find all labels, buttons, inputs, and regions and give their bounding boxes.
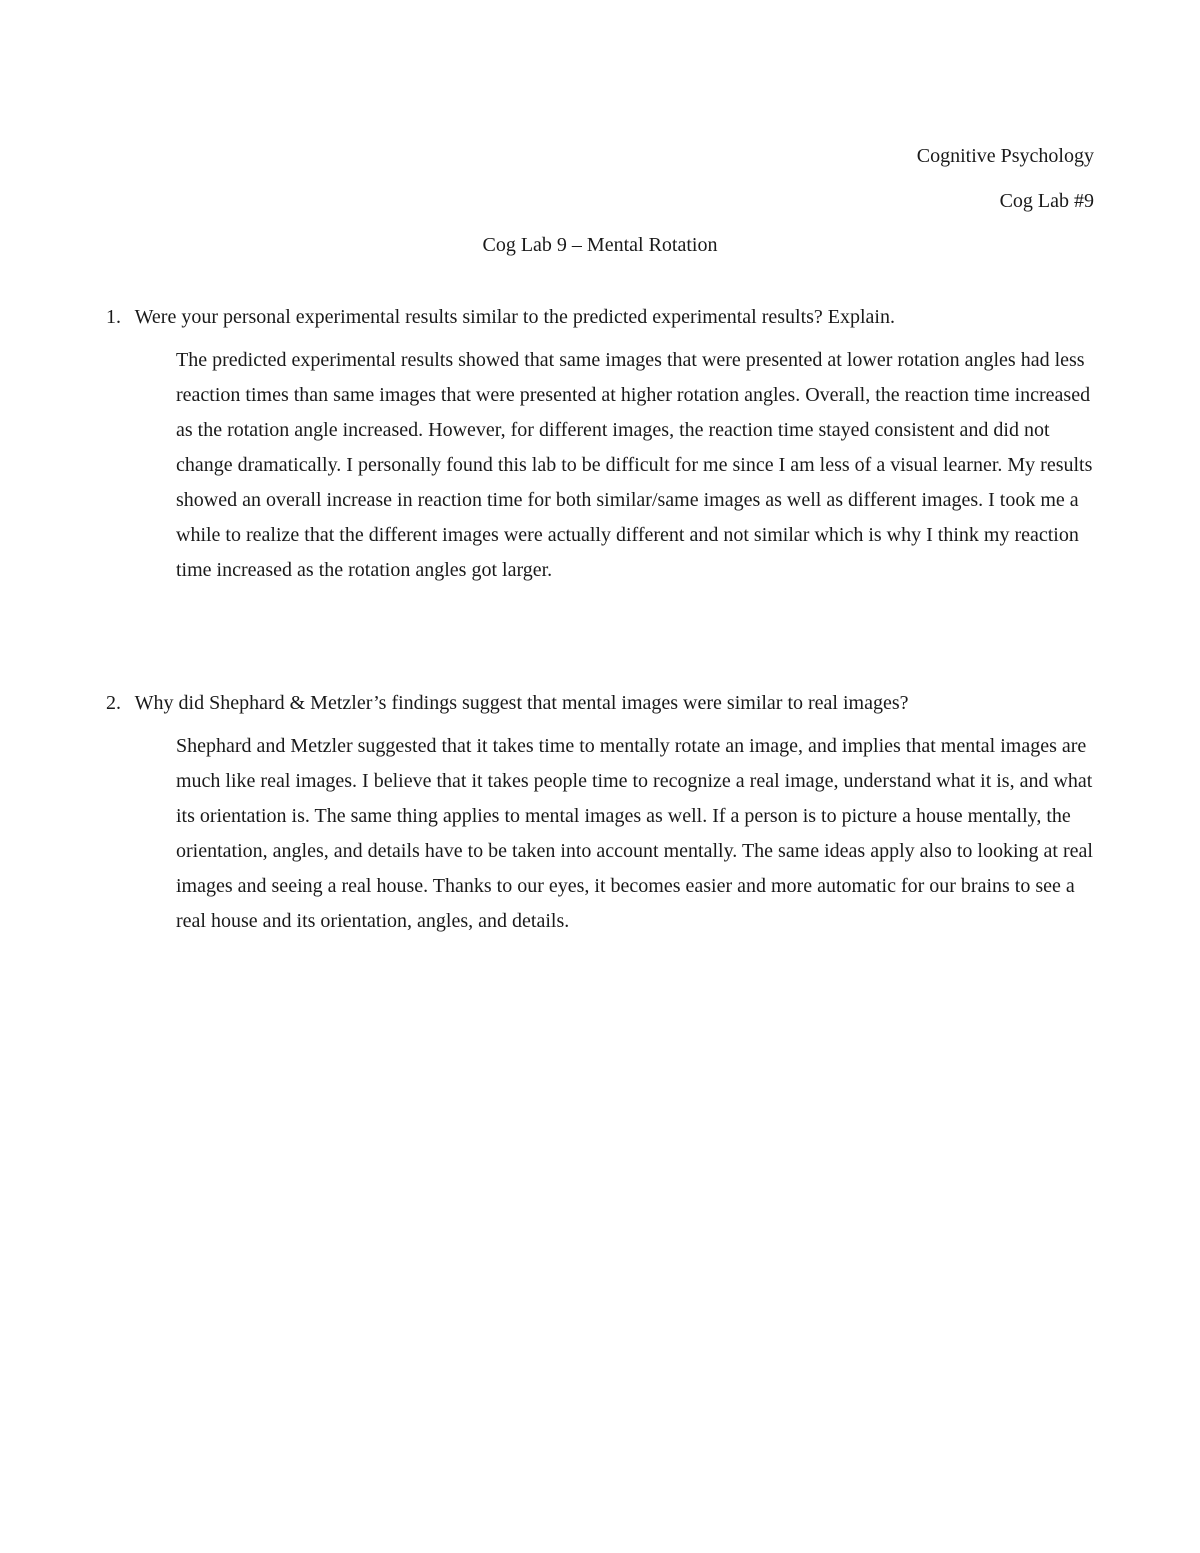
lab-number: Cog Lab #9 — [999, 190, 1094, 212]
question-1-text: Were your personal experimental results similar to the predicted experimental results? Explain. — [134, 306, 895, 328]
answer-2: Shephard and Metzler suggested that it takes time to mentally rotate an image, and implies that mental images are much like real images. I believe that it takes people time to recognize a real image, understand what it is, and what its orientation is. The same thing applies to mental images as well. If a person is to picture a house mentally, the orientation, angles, and details have to be taken into account mentally. The same ideas apply also to looking at real images and seeing a real house. Thanks to our eyes, it becomes easier and more automatic for our brains to see a real house and its orientation, angles, and details. — [176, 735, 1093, 932]
document-title: Cog Lab 9 – Mental Rotation — [482, 234, 718, 256]
question-2-text: Why did Shephard & Metzler’s findings suggest that mental images were similar to real images? — [134, 692, 909, 714]
question-2 — [106, 691, 909, 715]
course-name: Cognitive Psychology — [916, 145, 1094, 167]
answer-1: The predicted experimental results showed that same images that were presented at lower rotation angles had less reaction times than same images that were presented at higher rotation angles. Overall, the reaction time increased as the rotation angle increased. However, for different images, the reaction time stayed consistent and did not change dramatically. I personally found this lab to be difficult for me since I am less of a visual learner. My results showed an overall increase in reaction time for both similar/same images as well as different images. I took me a while to realize that the different images were actually different and not similar which is why I think my reaction time increased as the rotation angles got larger. — [176, 349, 1093, 581]
question-1 — [106, 305, 895, 329]
question-1-number: 1. — [106, 306, 121, 328]
question-2-number: 2. — [106, 692, 121, 714]
